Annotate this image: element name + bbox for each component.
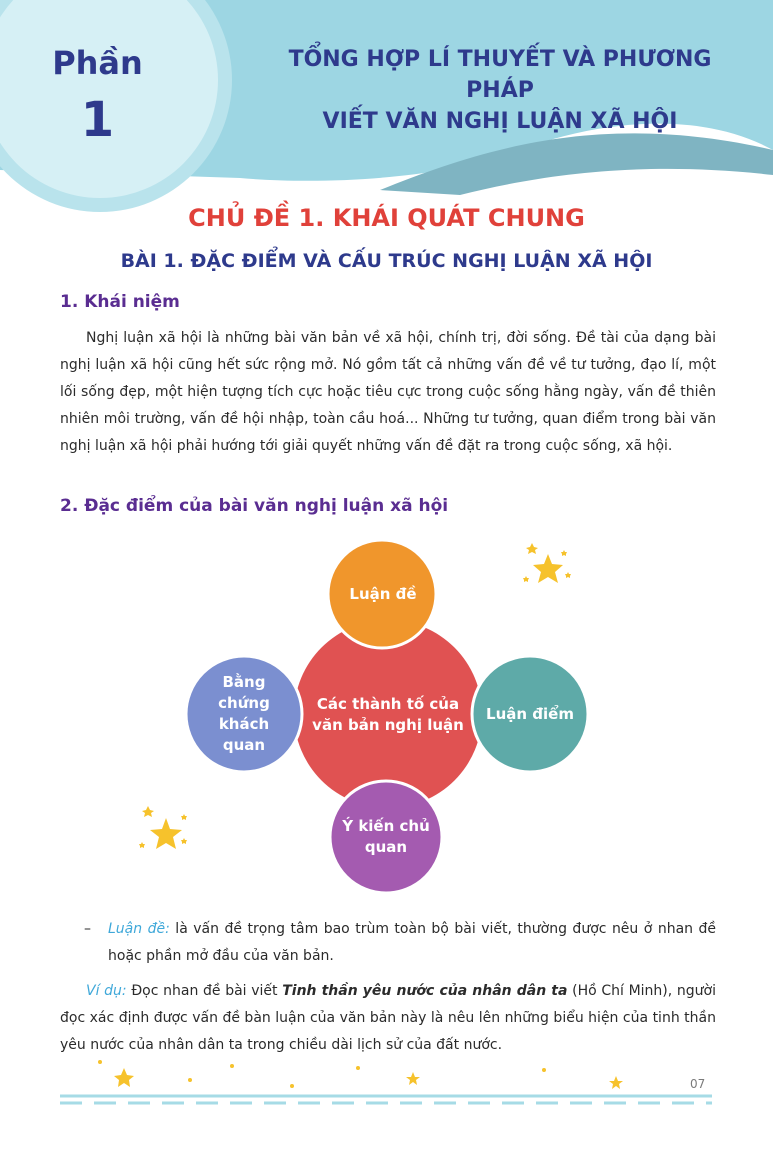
page-number: 07	[690, 1077, 706, 1091]
example-label: Ví dụ:	[86, 983, 127, 999]
diagram-bottom-label: Ý kiến chủ quan	[342, 817, 430, 856]
section-1-heading: 1. Khái niệm	[60, 292, 180, 312]
example-text-before: Đọc nhan đề bài viết	[126, 983, 283, 999]
part-number: 1	[80, 92, 115, 148]
topic-title: CHỦ ĐỀ 1. KHÁI QUÁT CHUNG	[188, 204, 585, 232]
star-cluster-icon	[132, 802, 197, 862]
diagram-top-label: Luận đề	[349, 584, 417, 603]
part-title-line-1: TỔNG HỢP LÍ THUYẾT VÀ PHƯƠNG PHÁP	[288, 47, 712, 103]
example-title: Tinh thần yêu nước của nhân dân ta	[282, 983, 568, 999]
diagram-left-label: Bằng chứng khách quan	[218, 673, 270, 754]
part-label: Phần	[52, 44, 143, 82]
diagram-right-label: Luận điểm	[486, 704, 574, 723]
footer-decoration	[0, 1050, 773, 1110]
bullet-text: là vấn đề trọng tâm bao trùm toàn bộ bài viết, thường được nêu ở nhan đề hoặc phần mở đầu của văn bản.	[108, 921, 717, 964]
bullet-term: Luận đề:	[108, 921, 170, 937]
bullet-dash: –	[84, 921, 91, 937]
example-paragraph	[60, 978, 716, 1059]
section-1-paragraph-text: Nghị luận xã hội là những bài văn bản về xã hội, chính trị, đời sống. Đề tài của dạng bài nghị luận xã hội cũng hết sức rộng mở. Nó gồm tất cả những vấn đề về tư tưởng, đạo lí, một lối sống đẹp, một hiện tượng tích cực hoặc tiêu cực trong cuộc sống hằng ngày, vấn đề thiên nhiên môi trường, vấn đề hội nhập, toàn cầu hoá... Những tư tưởng, quan điểm trong bài văn nghị luận xã hội phải hướng tới giải quyết những vấn đề đặt ra trong cuộc sống, xã hội.	[60, 330, 716, 454]
bullet-item	[84, 916, 716, 970]
part-title-line-2: VIẾT VĂN NGHỊ LUẬN XÃ HỘI	[322, 109, 678, 134]
star-cluster-icon	[516, 540, 576, 595]
section-2-heading: 2. Đặc điểm của bài văn nghị luận xã hội	[60, 496, 449, 516]
lesson-title: BÀI 1. ĐẶC ĐIỂM VÀ CẤU TRÚC NGHỊ LUẬN XÃ HỘI	[120, 250, 653, 272]
diagram-center-label: Các thành tố của văn bản nghị luận	[312, 695, 464, 734]
example-text-after: (Hồ Chí Minh), người đọc xác định được vấn đề bàn luận của văn bản này là nêu lên những biểu hiện của tinh thần yêu nước của nhân dân ta trong chiều dài lịch sử của đất nước.	[60, 983, 716, 1053]
